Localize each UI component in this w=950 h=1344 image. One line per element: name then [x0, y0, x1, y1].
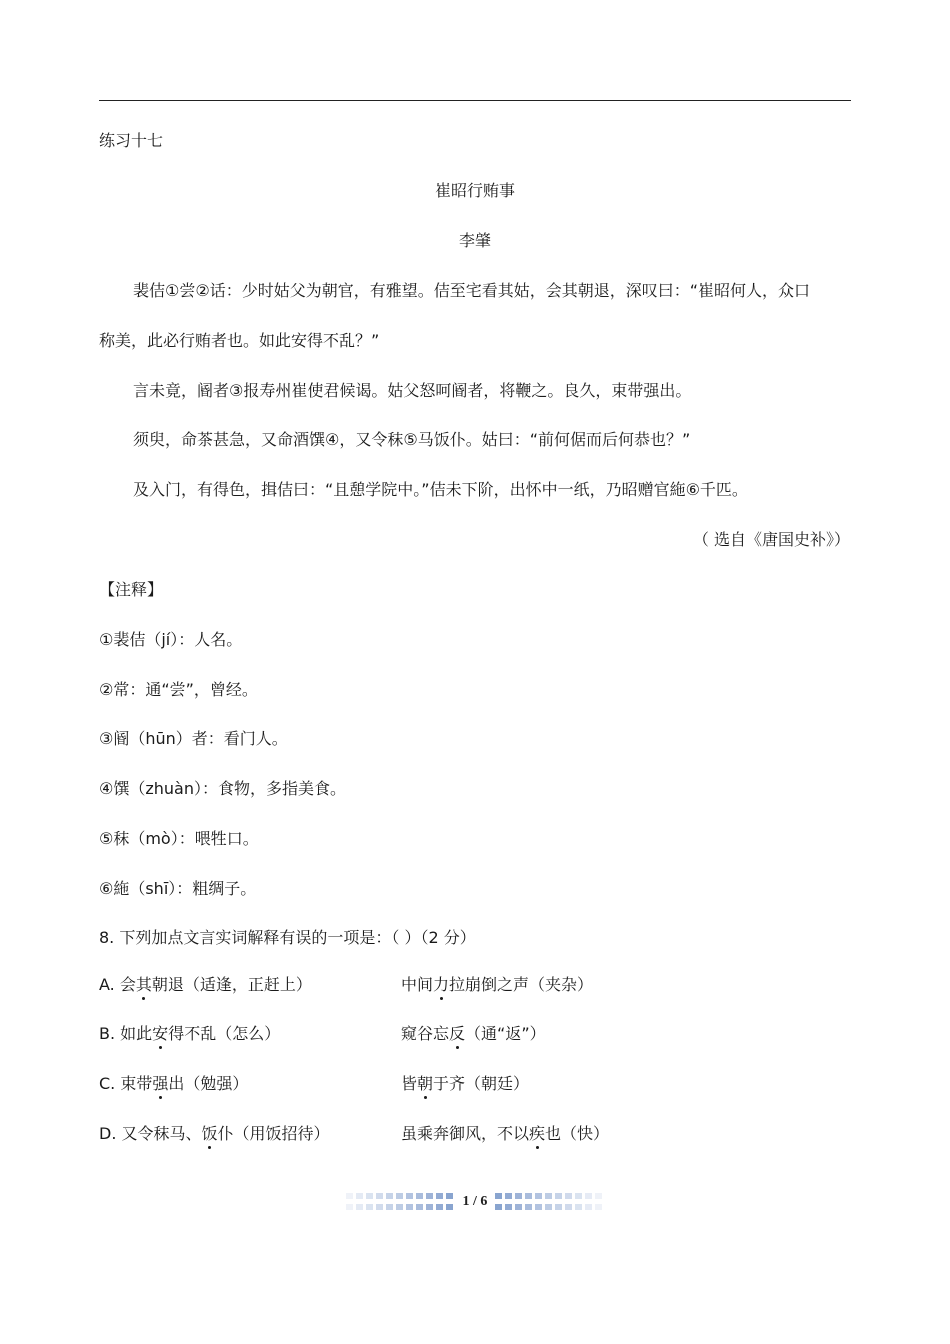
option-d-right: 虽乘奔御风，不以疾也（快） [401, 1124, 610, 1143]
paragraph-1-line-1: 裴佶①尝②话：少时姑父为朝官，有雅望。佶至宅看其姑，会其朝退，深叹曰：“崔昭何人，众口 [133, 281, 810, 300]
dotted-char: 强 [152, 1074, 169, 1093]
note-item: ⑥絁（shī）：粗绸子。 [99, 879, 257, 898]
option-label: B. [99, 1024, 116, 1043]
option-a-right: 中间力拉崩倒之声（夹杂） [401, 975, 594, 994]
option-label: C. [99, 1074, 116, 1093]
dotted-char: 力 [433, 975, 450, 994]
source-citation: （ 选自《唐国史补》） [692, 530, 850, 549]
note-item: ④馔（zhuàn）：食物，多指美食。 [99, 779, 346, 798]
dotted-char: 反 [449, 1024, 466, 1043]
dotted-char: 安 [152, 1024, 169, 1043]
paragraph-3: 须臾，命茶甚急，又命酒馔④，又令秣⑤马饭仆。姑曰：“前何倨而后何恭也？” [133, 430, 691, 449]
option-a-left: A. 会其朝退（适逢，正赶上） [99, 975, 312, 994]
paragraph-1-line-2: 称美，此必行贿者也。如此安得不乱？” [99, 331, 380, 350]
header-rule [99, 100, 851, 101]
option-c-left: C. 束带强出（勉强） [99, 1074, 249, 1093]
exercise-title: 练习十七 [99, 131, 164, 150]
dotted-char: 疾 [529, 1124, 546, 1143]
option-b-left: B. 如此安得不乱（怎么） [99, 1024, 281, 1043]
page-footer [0, 1193, 950, 1213]
dotted-char: 朝 [417, 1074, 434, 1093]
page-number: 1 / 6 [462, 1194, 488, 1209]
note-item: ②常：通“尝”，曾经。 [99, 680, 258, 699]
note-item: ⑤秣（mò）：喂牲口。 [99, 829, 259, 848]
question-stem: 8. 下列加点文言实词解释有误的一项是：（ ）（2 分） [99, 928, 476, 947]
dotted-char: 其 [135, 975, 152, 994]
article-title: 崔昭行贿事 [434, 181, 515, 200]
option-c-right: 皆朝于齐（朝廷） [401, 1074, 530, 1093]
paragraph-2: 言未竟，阍者③报寿州崔使君候谒。姑父怒呵阍者，将鞭之。良久，束带强出。 [133, 381, 692, 400]
notes-heading: 【注释】 [99, 580, 164, 599]
dotted-char: 饭 [201, 1124, 218, 1143]
option-d-left: D. 又令秣马、饭仆（用饭招待） [99, 1124, 330, 1143]
article-author: 李肇 [458, 231, 491, 250]
paragraph-4: 及入门，有得色，揖佶曰：“且憩学院中。”佶未下阶，出怀中一纸，乃昭赠官絁⑥千匹。 [133, 480, 748, 499]
option-label: A. [99, 975, 115, 994]
note-item: ①裴佶（jí）：人名。 [99, 630, 243, 649]
note-item: ③阍（hūn）者：看门人。 [99, 729, 288, 748]
option-label: D. [99, 1124, 117, 1143]
option-b-right: 窥谷忘反（通“返”） [401, 1024, 546, 1043]
